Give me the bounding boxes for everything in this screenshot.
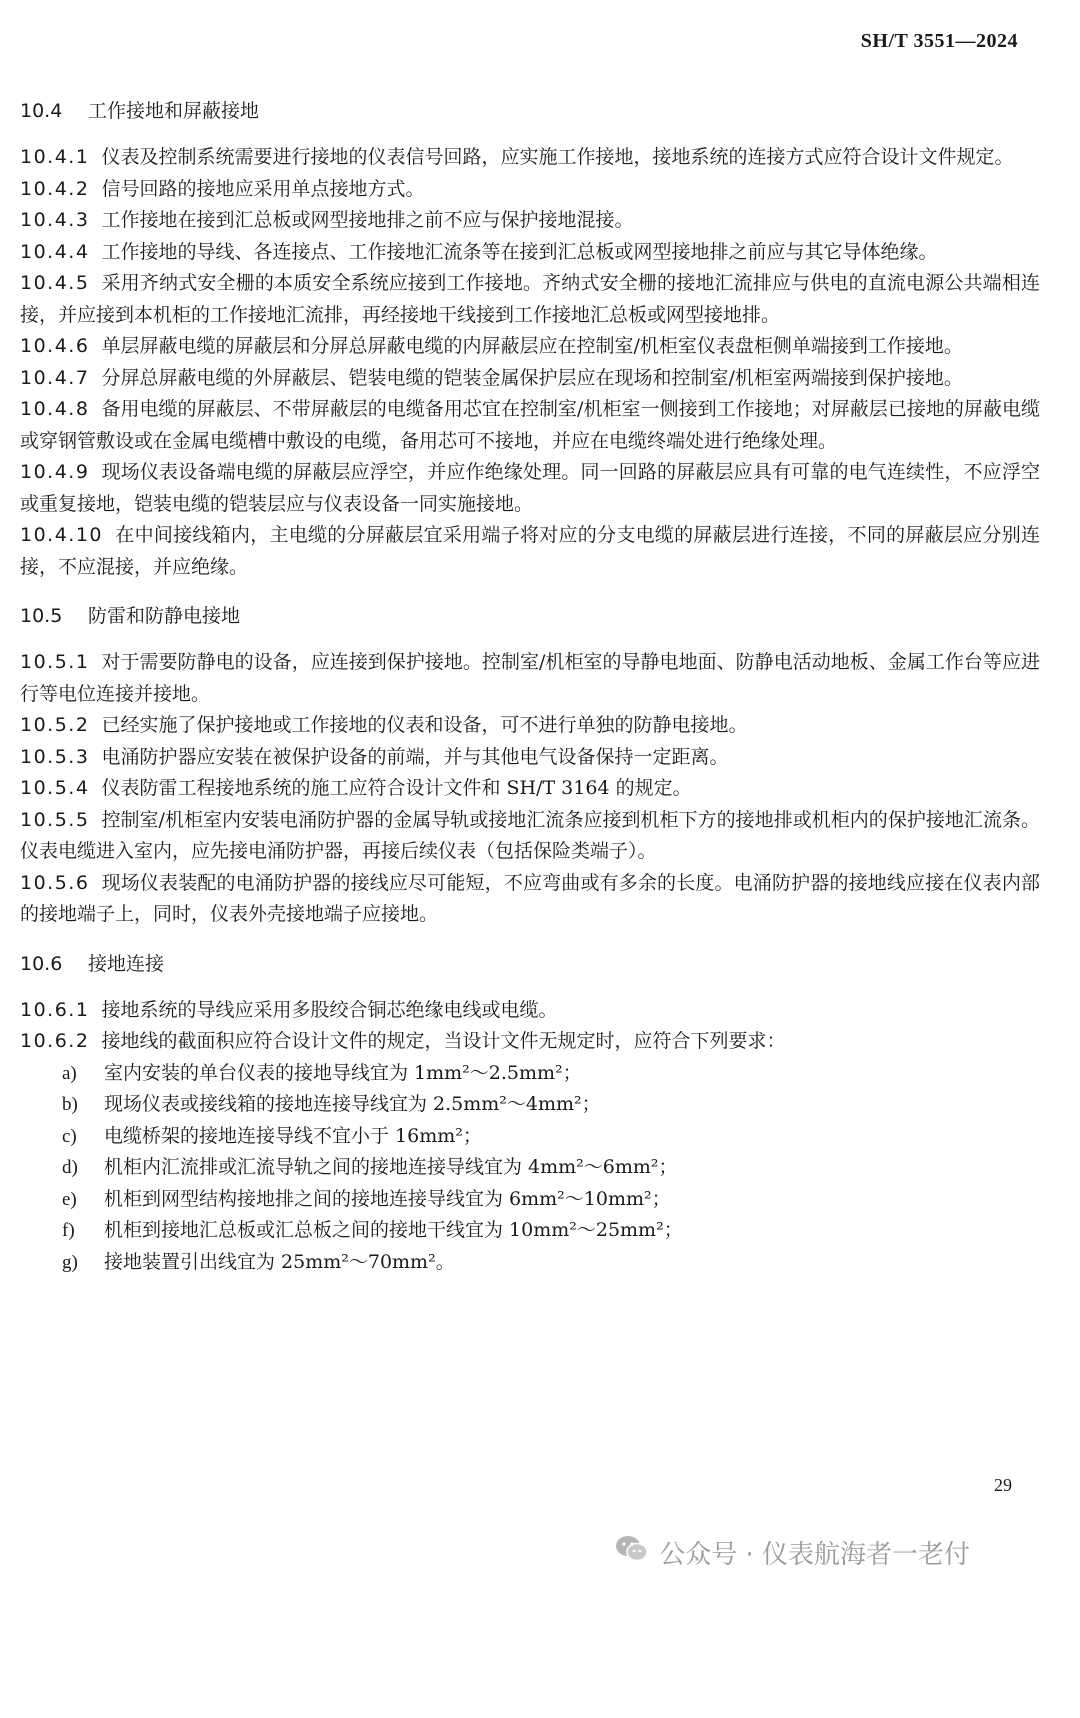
clause-10-4-1	[20, 142, 1040, 174]
clause-number: 10.4.7	[20, 366, 90, 389]
section-heading-10-6	[20, 949, 1040, 979]
clause-10-5-2	[20, 710, 1040, 742]
list-marker: a)	[62, 1062, 77, 1084]
list-text: 机柜到网型结构接地排之间的接地连接导线宜为 6mm²～10mm²；	[104, 1187, 671, 1210]
section-heading-10-4	[20, 96, 1040, 126]
watermark	[615, 1534, 970, 1571]
section-title: 防雷和防静电接地	[88, 605, 241, 627]
clause-10-4-3	[20, 205, 1040, 237]
list-marker: b)	[62, 1094, 78, 1115]
list-marker: c)	[62, 1125, 77, 1147]
clause-number: 10.5.4	[20, 777, 90, 799]
list-text: 接地装置引出线宜为 25mm²～70mm²。	[104, 1250, 455, 1273]
wechat-icon	[615, 1534, 659, 1571]
list-item-d	[20, 1152, 1040, 1184]
clause-text: 仪表及控制系统需要进行接地的仪表信号回路，应实施工作接地，接地系统的连接方式应符合设计文件规定。	[101, 146, 1014, 168]
clause-number: 10.4.8	[20, 398, 90, 420]
clause-number: 10.5.5	[20, 808, 90, 831]
list-item-c	[20, 1121, 1040, 1153]
list-marker: f)	[62, 1220, 75, 1241]
list-item-f	[20, 1215, 1040, 1247]
clause-number: 10.6.1	[20, 998, 90, 1021]
section-number: 10.4	[20, 100, 63, 122]
clause-10-5-6	[20, 868, 1040, 931]
clause-10-5-3	[20, 742, 1040, 774]
clause-number: 10.5.3	[20, 745, 90, 768]
clause-text: 信号回路的接地应采用单点接地方式。	[101, 177, 425, 200]
clause-10-4-8	[20, 394, 1040, 457]
list-marker: d)	[62, 1157, 78, 1178]
clause-10-5-4	[20, 773, 1040, 805]
clause-number: 10.4.5	[20, 272, 90, 294]
clause-number: 10.4.3	[20, 209, 90, 231]
list-item-a	[20, 1058, 1040, 1090]
clause-10-6-2	[20, 1026, 1040, 1058]
clause-text: 现场仪表设备端电缆的屏蔽层应浮空，并应作绝缘处理。同一回路的屏蔽层应具有可靠的电气连续性，不应浮空或重复接地，铠装电缆的铠装层应与仪表设备一同实施接地。	[20, 461, 1040, 515]
clause-number: 10.6.2	[20, 1030, 90, 1052]
clause-number: 10.4.6	[20, 335, 90, 357]
requirement-list	[20, 1058, 1040, 1279]
clause-10-6-1	[20, 995, 1040, 1027]
clause-text: 单层屏蔽电缆的屏蔽层和分屏总屏蔽电缆的内屏蔽层应在控制室/机柜室仪表盘柜侧单端接到工作接地。	[101, 335, 963, 357]
clause-text: 仪表防雷工程接地系统的施工应符合设计文件和 SH/T 3164 的规定。	[101, 777, 692, 799]
list-item-b	[20, 1089, 1040, 1121]
clause-10-4-9	[20, 457, 1040, 520]
clause-text: 控制室/机柜室内安装电涌防护器的金属导轨或接地汇流条应接到机柜下方的接地排或机柜内的保护接地汇流条。仪表电缆进入室内，应先接电涌防护器，再接后续仪表（包括保险类端子）。	[20, 808, 1040, 862]
section-heading-10-5	[20, 601, 1040, 631]
clause-text: 分屏总屏蔽电缆的外屏蔽层、铠装电缆的铠装金属保护层应在现场和控制室/机柜室两端接到保护接地。	[101, 366, 963, 389]
clause-text: 接地线的截面积应符合设计文件的规定，当设计文件无规定时，应符合下列要求：	[101, 1030, 786, 1052]
clause-number: 10.4.10	[20, 524, 104, 546]
clause-10-4-10	[20, 520, 1040, 583]
clause-text: 工作接地在接到汇总板或网型接地排之前不应与保护接地混接。	[101, 209, 634, 231]
standard-code: SH/T 3551—2024	[860, 30, 1018, 52]
clause-text: 已经实施了保护接地或工作接地的仪表和设备，可不进行单独的防静电接地。	[101, 714, 748, 736]
clause-10-4-5	[20, 268, 1040, 331]
clause-number: 10.4.2	[20, 177, 90, 200]
clause-number: 10.5.1	[20, 651, 90, 673]
document-body	[20, 96, 1040, 1278]
page-number: 29	[994, 1475, 1012, 1495]
clause-text: 现场仪表装配的电涌防护器的接线应尽可能短，不应弯曲或有多余的长度。电涌防护器的接地线应接在仪表内部的接地端子上，同时，仪表外壳接地端子应接地。	[20, 871, 1040, 925]
clause-text: 对于需要防静电的设备，应连接到保护接地。控制室/机柜室的导静电地面、防静电活动地板、金属工作台等应进行等电位连接并接地。	[20, 651, 1040, 705]
list-marker: e)	[62, 1188, 77, 1210]
clause-text: 备用电缆的屏蔽层、不带屏蔽层的电缆备用芯宜在控制室/机柜室一侧接到工作接地；对屏蔽层已接地的屏蔽电缆或穿钢管敷设或在金属电缆槽中敷设的电缆，备用芯可不接地，并应在电缆终端处进行绝缘处理。	[20, 398, 1040, 452]
section-number: 10.5	[20, 605, 63, 627]
clause-10-4-4	[20, 237, 1040, 269]
clause-number: 10.4.9	[20, 461, 90, 483]
list-marker: g)	[62, 1251, 78, 1273]
list-text: 机柜到接地汇总板或汇总板之间的接地干线宜为 10mm²～25mm²；	[104, 1219, 683, 1241]
clause-number: 10.5.6	[20, 871, 90, 894]
clause-10-4-2	[20, 174, 1040, 206]
section-number: 10.6	[20, 952, 63, 975]
list-text: 电缆桥架的接地连接导线不宜小于 16mm²；	[104, 1124, 482, 1147]
watermark-text: 公众号 · 仪表航海者一老付	[659, 1540, 970, 1570]
list-text: 室内安装的单台仪表的接地导线宜为 1mm²～2.5mm²；	[104, 1061, 582, 1084]
clause-number: 10.4.4	[20, 240, 90, 263]
clause-text: 采用齐纳式安全栅的本质安全系统应接到工作接地。齐纳式安全栅的接地汇流排应与供电的直流电源公共端相连接，并应接到本机柜的工作接地汇流排，再经接地干线接到工作接地汇总板或网型接地排。	[20, 272, 1040, 326]
clause-number: 10.5.2	[20, 714, 90, 736]
section-title: 工作接地和屏蔽接地	[88, 100, 260, 122]
section-title: 接地连接	[88, 952, 165, 975]
list-item-g	[20, 1247, 1040, 1279]
clause-text: 工作接地的导线、各连接点、工作接地汇流条等在接到汇总板或网型接地排之前应与其它导体绝缘。	[101, 240, 938, 263]
clause-text: 电涌防护器应安装在被保护设备的前端，并与其他电气设备保持一定距离。	[101, 745, 729, 768]
clause-text: 在中间接线箱内，主电缆的分屏蔽层宜采用端子将对应的分支电缆的屏蔽层进行连接，不同的屏蔽层应分别连接，不应混接，并应绝缘。	[20, 524, 1040, 578]
clause-10-4-6	[20, 331, 1040, 363]
clause-number: 10.4.1	[20, 146, 90, 168]
list-text: 现场仪表或接线箱的接地连接导线宜为 2.5mm²～4mm²；	[104, 1093, 601, 1115]
list-item-e	[20, 1184, 1040, 1216]
clause-10-4-7	[20, 363, 1040, 395]
list-text: 机柜内汇流排或汇流导轨之间的接地连接导线宜为 4mm²～6mm²；	[104, 1156, 678, 1178]
clause-10-5-5	[20, 805, 1040, 868]
clause-text: 接地系统的导线应采用多股绞合铜芯绝缘电线或电缆。	[101, 998, 558, 1021]
clause-10-5-1	[20, 647, 1040, 710]
